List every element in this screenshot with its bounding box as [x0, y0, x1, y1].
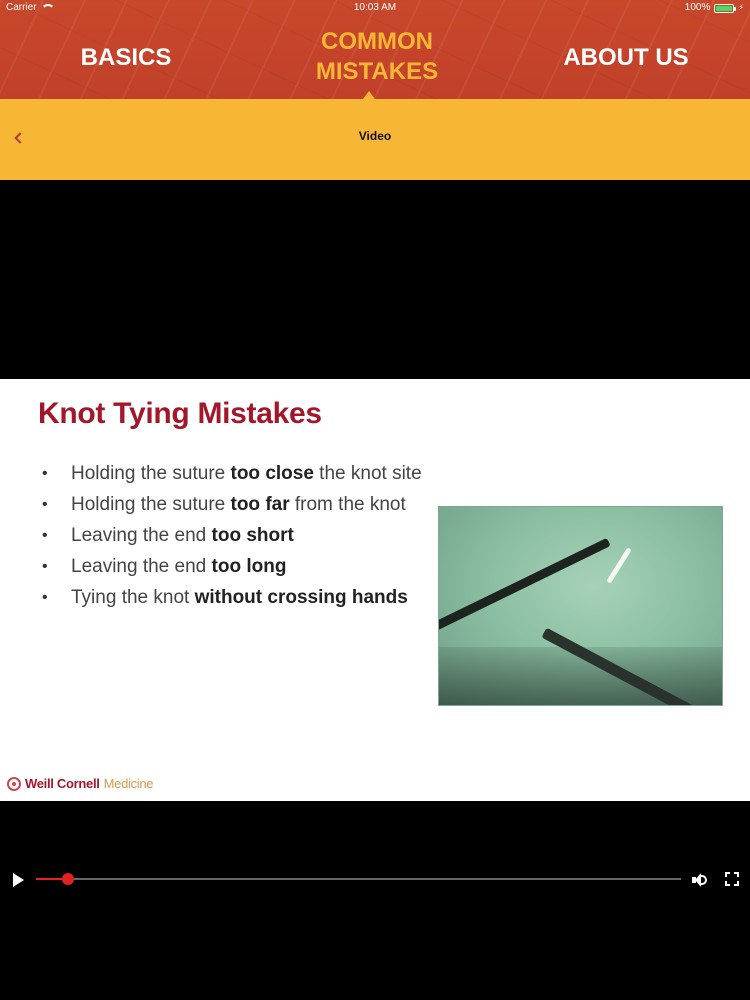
navigation-bar	[0, 99, 750, 180]
tab-about-us-label: ABOUT US	[563, 43, 689, 71]
slide-bullet-list	[40, 461, 425, 616]
tab-common-mistakes[interactable]	[252, 16, 502, 99]
tab-common-mistakes-label	[316, 27, 438, 87]
selected-tab-indicator	[363, 91, 375, 99]
progress-bar[interactable]	[36, 878, 681, 880]
play-icon[interactable]	[12, 872, 26, 888]
list-item: • Tying the knot without crossing hands	[40, 585, 425, 611]
slide-title: Knot Tying Mistakes	[38, 397, 322, 430]
laparoscopic-clip-image	[438, 506, 723, 706]
instrument-left	[438, 538, 611, 634]
logo-sub-text: Medicine	[103, 776, 154, 791]
fullscreen-icon[interactable]	[725, 872, 739, 886]
top-tab-bar	[0, 0, 750, 99]
tab-basics-label: BASICS	[80, 43, 172, 71]
video-player[interactable]	[0, 180, 750, 1000]
tab-about-us[interactable]	[502, 16, 750, 99]
page-title: Video	[358, 129, 392, 143]
battery-icon	[714, 4, 734, 13]
progress-handle[interactable]	[62, 873, 74, 885]
battery-percent: 100%	[684, 2, 711, 13]
list-item: • Holding the suture too close the knot site	[40, 461, 425, 487]
battery-indicator	[685, 0, 744, 16]
tab-common-mistakes-line1: COMMON	[321, 27, 433, 55]
charging-icon: ⚡	[738, 3, 744, 12]
list-item: • Holding the suture too far from the knot	[40, 492, 425, 518]
status-bar	[0, 0, 750, 16]
list-item: • Leaving the end too long	[40, 554, 425, 580]
tab-basics[interactable]	[0, 16, 252, 99]
weill-cornell-logo	[7, 776, 153, 791]
video-frame-slide	[0, 379, 750, 801]
needle-shape	[606, 547, 631, 584]
tab-common-mistakes-line2: MISTAKES	[315, 57, 439, 85]
seal-icon	[7, 777, 21, 791]
video-controls	[0, 865, 750, 895]
list-item: • Leaving the end too short	[40, 523, 425, 549]
tabs	[0, 16, 750, 99]
logo-main-text: Weill Cornell	[25, 776, 100, 791]
volume-icon[interactable]	[692, 872, 708, 888]
carrier-label: Carrier	[6, 2, 37, 13]
status-time: 10:03 AM	[353, 2, 397, 13]
